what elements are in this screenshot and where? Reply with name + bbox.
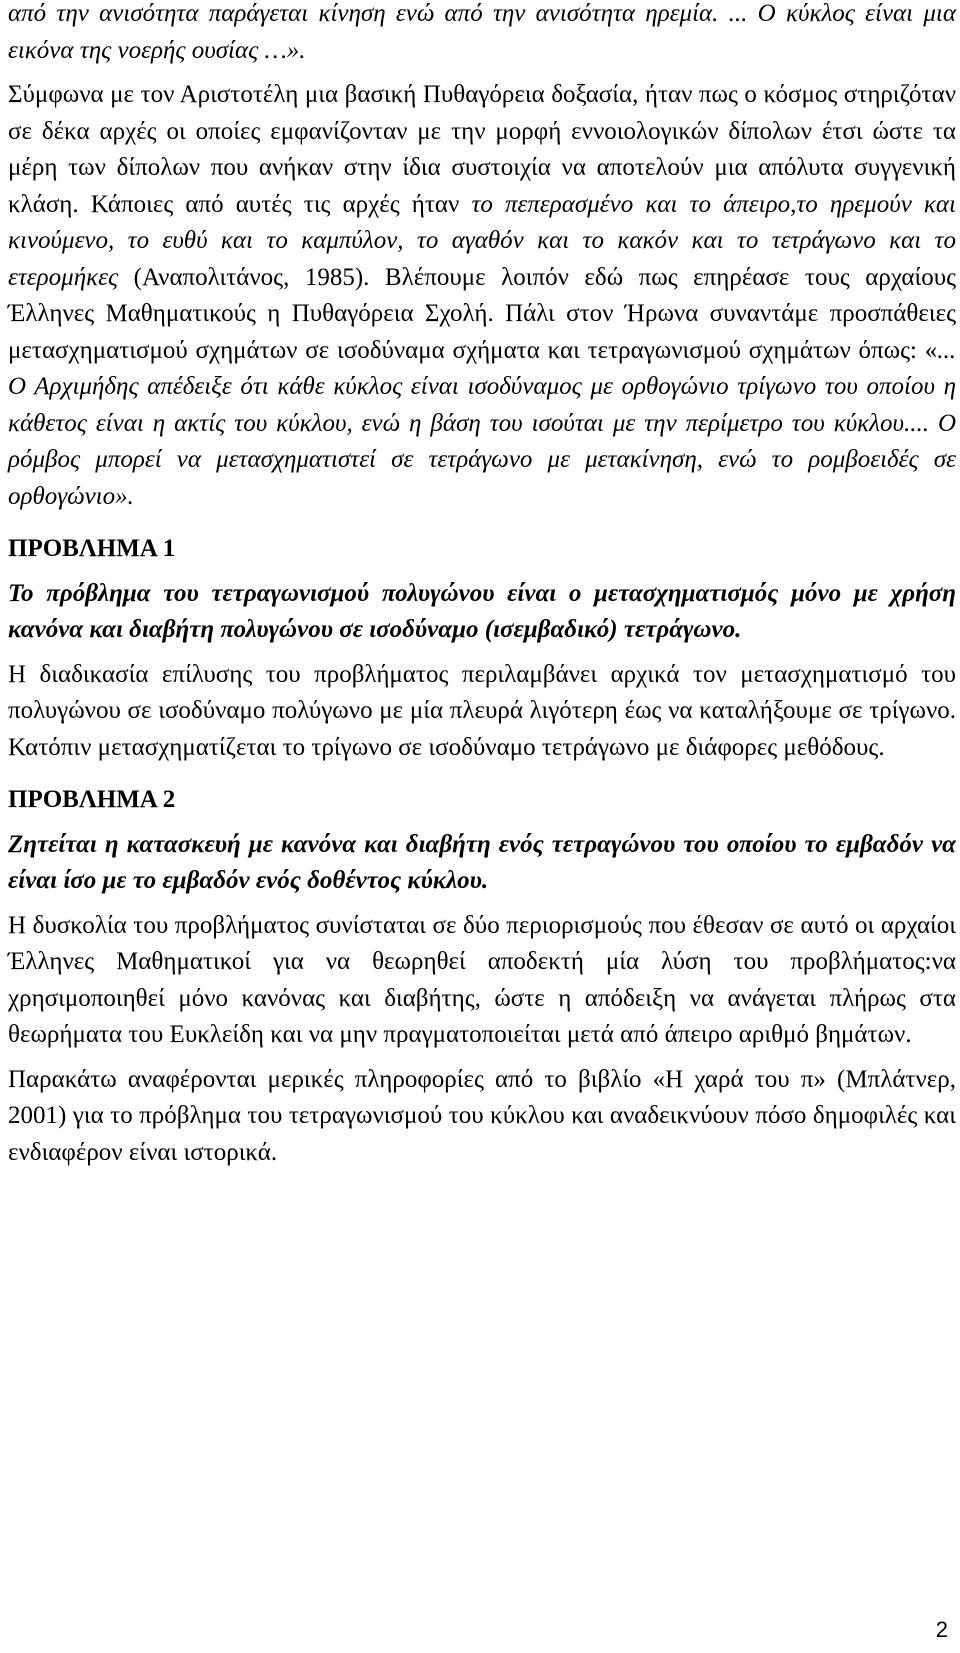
paragraph-pythagorean-principles [8, 77, 956, 515]
italic-principles-list: το πεπερασμένο και το άπειρο,το ηρεμούν και κινούμενο, το ευθύ και το καμπύλον, το αγαθόν και το κακόν και το τετράγωνο και το ετερομήκες [8, 190, 956, 291]
paragraph-difficulty: Η δυσκολία του προβλήματος συνίσταται σε δύο περιορισμούς που έθεσαν σε αυτό οι αρχαίοι Έλληνες Μαθηματικοί για να θεωρηθεί αποδεκτή μία λύση του προβλήματος:να χρησιμοποιηθεί μόνο κανόνας και διαβήτης, ώστε η απόδειξη να ανάγεται πλήρως στα θεωρήματα του Ευκλείδη και να μην πραγματοποιείται μετά από άπειρο αριθμό βημάτων. [8, 911, 956, 1048]
document-page [8, 0, 956, 1171]
paragraph-book-reference: Παρακάτω αναφέρονται μερικές πληροφορίες από το βιβλίο «Η χαρά του π» (Μπλάτνερ, 2001) για το πρόβλημα του τετραγωνισμού του κύκλου και αναδεικνύουν πόσο δημοφιλές και ενδιαφέρον είναι ιστορικά. [8, 1065, 956, 1166]
text-segment: (Αναπολιτάνος, 1985). Βλέπουμε λοιπόν εδώ πως επηρέασε τους αρχαίους Έλληνες Μαθηματικούς η Πυθαγόρεια Σχολή. Πάλι στον Ήρωνα συναντάμε προσπάθειες μετασχηματισμού σχημάτων σε ισοδύναμα σχήματα και τετραγωνισμού σχημάτων όπως: « [8, 263, 956, 364]
heading-problem-1: ΠΡΟΒΛΗΜΑ 1 [8, 535, 176, 562]
problem-1-statement: Το πρόβλημα του τετραγωνισμού πολυγώνου είναι ο μετασχηματισμός μόνο με χρήση κανόνα και διαβήτη πολυγώνου σε ισοδύναμο (ισεμβαδικό) τετράγωνο. [8, 579, 956, 643]
page-number: 2 [935, 1617, 948, 1642]
italic-quote-ending: από την ανισότητα παράγεται κίνηση ενώ από την ανισότητα ηρεμία. ... Ο κύκλος είναι μια εικόνα της νοερής ουσίας …». [8, 0, 956, 64]
heading-problem-2: ΠΡΟΒΛΗΜΑ 2 [8, 786, 176, 813]
paragraph-quote-end [8, 0, 956, 69]
italic-archimedes-quote: ... Ο Αρχιμήδης απέδειξε ότι κάθε κύκλος είναι ισοδύναμος με ορθογώνιο τρίγωνο του οποίου η κάθετος είναι η ακτίς του κύκλου, ενώ η βάση του ισούται με την περίμετρο του κύκλου.... Ο ρόμβος μπορεί να μετασχηματιστεί σε τετράγωνο με μετακίνηση, ενώ το ρομβοειδές σε ορθογώνιο». [8, 336, 956, 510]
paragraph-solution-procedure: Η διαδικασία επίλυσης του προβλήματος περιλαμβάνει αρχικά τον μετασχηματισμό του πολυγώνου σε ισοδύναμο πολύγωνο με μία πλευρά λιγότερη έως να καταλήξουμε σε τρίγωνο. Κατόπιν μετασχηματίζεται το τρίγωνο σε ισοδύναμο τετράγωνο με διάφορες μεθόδους. [8, 660, 956, 761]
problem-2-statement: Ζητείται η κατασκευή με κανόνα και διαβήτη ενός τετραγώνου του οποίου το εμβαδόν να είναι ίσο με το εμβαδόν ενός δοθέντος κύκλου. [8, 830, 956, 894]
text-segment: Σύμφωνα με τον Αριστοτέλη μια βασική Πυθαγόρεια δοξασία, ήταν πως ο κόσμος στηριζόταν σε δέκα αρχές οι οποίες εμφανίζονταν με την μορφή εννοιολογικών δίπολων έτσι ώστε τα μέρη των δίπολων που ανήκαν στην ίδια συστοιχία να αποτελούν μια απόλυτα συγγενική κλάση. Κάποιες από αυτές τις αρχές ήταν [8, 81, 956, 218]
